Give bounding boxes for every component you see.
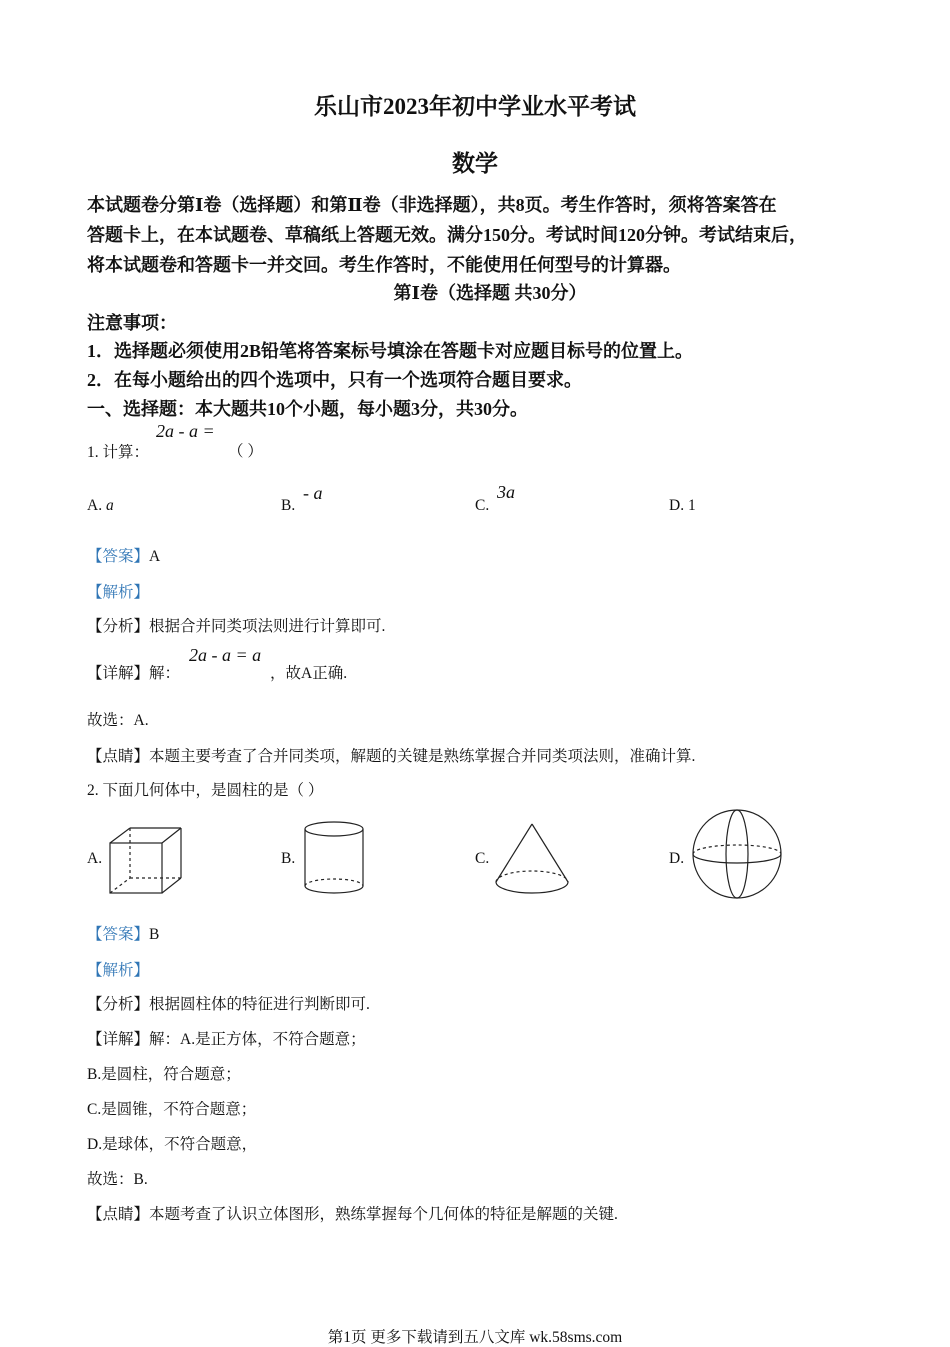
- q1-option-a[interactable]: A. a: [87, 497, 114, 514]
- q1-detail-prefix: 【详解】解：: [87, 665, 181, 682]
- q2-detail-2: B.是圆柱，符合题意；: [87, 1066, 241, 1083]
- section-1-heading: 一、选择题：本大题共10个小题，每小题3分，共30分。: [87, 399, 528, 419]
- q1-option-c-label[interactable]: C.: [475, 497, 490, 514]
- intro-line-2: 答题卡上，在本试题卷、草稿纸上答题无效。满分150分。考试时间120分钟。考试结束后，: [87, 225, 807, 245]
- subject-title: 数学: [452, 151, 498, 176]
- q2-choose: 故选：B.: [87, 1171, 148, 1188]
- notice-title: 注意事项：: [87, 313, 177, 333]
- q2-option-a[interactable]: A.: [87, 850, 103, 867]
- exam-title: 乐山市2023年初中学业水平考试: [314, 94, 636, 119]
- q2-stem: 2. 下面几何体中，是圆柱的是（ ）: [87, 782, 324, 799]
- q1-option-c-value: 3a: [497, 482, 515, 502]
- q1-comment: 【点睛】本题主要考查了合并同类项，解题的关键是熟练掌握合并同类项法则，准确计算.: [87, 748, 696, 765]
- q1-option-d[interactable]: D. 1: [669, 497, 696, 514]
- q1-choose: 故选：A.: [87, 712, 149, 729]
- notice-2: 2．在每小题给出的四个选项中，只有一个选项符合题目要求。: [87, 370, 582, 390]
- q2-comment: 【点睛】本题考查了认识立体图形，熟练掌握每个几何体的特征是解题的关键.: [87, 1206, 618, 1223]
- cube-icon: [108, 826, 184, 896]
- cone-icon: [494, 822, 570, 896]
- q2-fenxi: 【分析】根据圆柱体的特征进行判断即可.: [87, 996, 370, 1013]
- q1-stem: 1. 计算：: [87, 444, 150, 461]
- q2-detail-4: D.是球体，不符合题意，: [87, 1136, 258, 1153]
- q1-fenxi: 【分析】根据合并同类项法则进行计算即可.: [87, 618, 386, 635]
- q1-analysis-tag: 【解析】: [87, 584, 150, 601]
- sphere-icon: [690, 808, 784, 900]
- q1-detail-suffix: ，故A正确.: [270, 665, 348, 682]
- q1-option-b-value: - a: [303, 483, 323, 503]
- q1-paren: （ ）: [228, 443, 263, 460]
- q1-expression: 2a - a =: [156, 421, 215, 441]
- q2-option-c[interactable]: C.: [475, 850, 490, 867]
- intro-line-1: 本试题卷分第Ⅰ卷（选择题）和第Ⅱ卷（非选择题），共8页。考生作答时，须将答案答在: [87, 195, 777, 215]
- q2-option-b[interactable]: B.: [281, 850, 296, 867]
- page-footer: 第1页 更多下载请到五八文库 wk.58sms.com: [327, 1329, 623, 1346]
- q1-detail-expression: 2a - a = a: [189, 645, 262, 665]
- q1-answer: 【答案】A: [87, 548, 161, 565]
- q2-option-d[interactable]: D.: [669, 850, 685, 867]
- q1-option-b-label[interactable]: B.: [281, 497, 296, 514]
- intro-line-3: 将本试题卷和答题卡一并交回。考生作答时，不能使用任何型号的计算器。: [87, 255, 681, 275]
- q2-detail-3: C.是圆锥，不符合题意；: [87, 1101, 257, 1118]
- q2-detail-1: 【详解】解：A.是正方体，不符合题意；: [87, 1031, 366, 1048]
- cylinder-icon: [302, 820, 366, 896]
- q2-analysis-tag: 【解析】: [87, 962, 150, 979]
- part1-heading: 第Ⅰ卷（选择题 共30分）: [393, 283, 587, 303]
- notice-1: 1．选择题必须使用2B铅笔将答案标号填涂在答题卡对应题目标号的位置上。: [87, 341, 694, 361]
- q2-answer: 【答案】B: [87, 926, 160, 943]
